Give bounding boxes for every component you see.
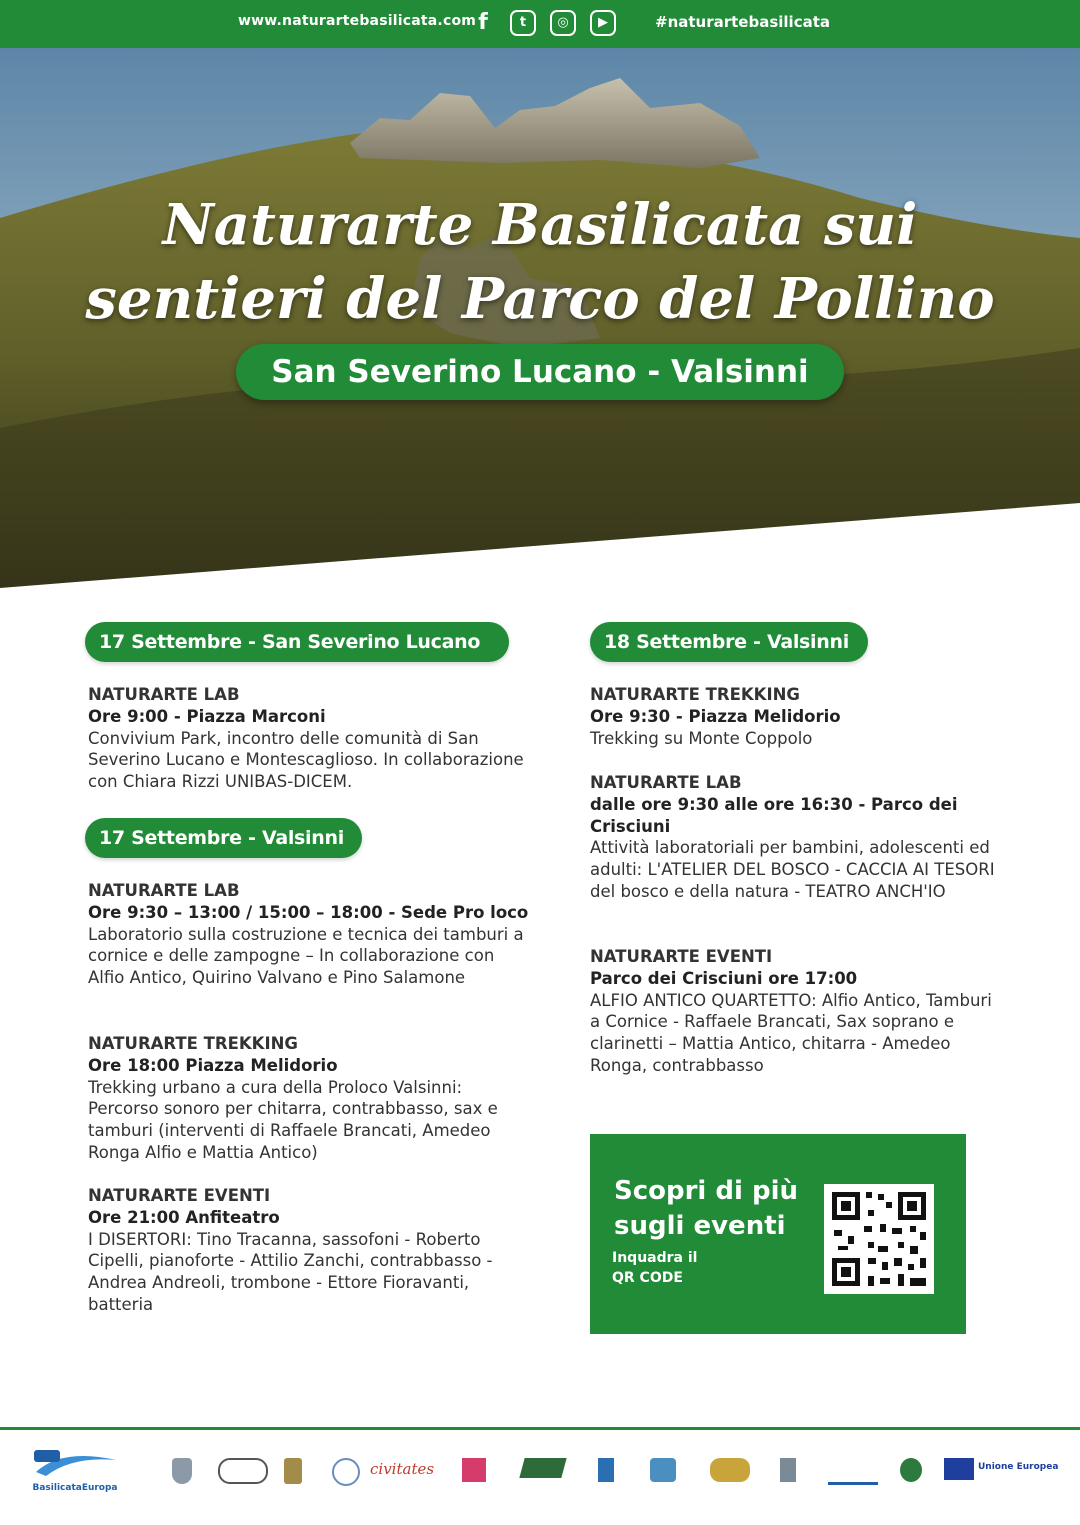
eu-flag-icon (944, 1458, 974, 1480)
day-header-17-san-severino: 17 Settembre - San Severino Lucano (85, 622, 509, 662)
event-description: I DISERTORI: Tino Tracanna, sassofoni - Roberto Cipelli, pianoforte - Attilio Zanchi, contrabbasso - Andrea Andreoli, trombone - Ettore Fioravanti, batteria (88, 1229, 493, 1314)
event-category: NATURARTE EVENTI (590, 947, 773, 966)
qr-code-panel (590, 1134, 966, 1334)
crest-icon (284, 1458, 302, 1484)
event-title: Naturarte Basilicata sui sentieri del Parco del Pollino (85, 192, 995, 332)
partner-logos (0, 1440, 1080, 1510)
qr-title: Scopri di più sugli eventi (614, 1176, 799, 1241)
civitates-logo: civitates (370, 1460, 435, 1478)
event-category: NATURARTE TREKKING (88, 1034, 298, 1053)
route-badge: San Severino Lucano - Valsinni (236, 344, 844, 400)
event-block (88, 684, 533, 793)
hashtag: #naturartebasilicata (655, 13, 830, 31)
event-description: Trekking su Monte Coppolo (590, 728, 813, 748)
pink-logo-icon (462, 1458, 486, 1482)
municipality-crest-icon (172, 1458, 192, 1484)
event-description: ALFIO ANTICO QUARTETTO: Alfio Antico, Tamburi a Cornice - Raffaele Brancati, Sax soprano e clarinetti – Mattia Antico, chitarra - Amedeo Ronga, contrabbasso (590, 990, 992, 1075)
partner-logo-icon (710, 1458, 750, 1482)
hero-banner (0, 48, 1080, 588)
youtube-icon[interactable]: ▶ (590, 10, 616, 36)
footer-divider (0, 1427, 1080, 1430)
event-time-place: Ore 9:30 – 13:00 / 15:00 – 18:00 - Sede Pro loco (88, 902, 529, 922)
event-category: NATURARTE TREKKING (590, 685, 800, 704)
qr-subtitle: Inquadra il QR CODE (612, 1250, 698, 1286)
region-logo-icon (828, 1458, 878, 1485)
event-time-place: Ore 9:00 - Piazza Marconi (88, 706, 326, 726)
circular-logo-icon (332, 1458, 360, 1486)
instagram-icon[interactable]: ◎ (550, 10, 576, 36)
eu-label: Unione Europea (978, 1462, 1059, 1472)
basilicata-europa-label: BasilicataEuropa (32, 1483, 118, 1493)
partner-logo-icon (598, 1458, 614, 1482)
partner-logo-icon (650, 1458, 676, 1482)
event-category: NATURARTE EVENTI (88, 1186, 271, 1205)
qr-code-icon[interactable] (824, 1184, 934, 1294)
event-category: NATURARTE LAB (88, 881, 240, 900)
event-description: Attività laboratoriali per bambini, adolescenti ed adulti: L'ATELIER DEL BOSCO - CACCIA AI TESORI del bosco e della natura - TEATRO ANCH'IO (590, 838, 995, 901)
event-block (590, 946, 1005, 1077)
partner-logo-icon (218, 1458, 268, 1484)
event-time-place: Ore 21:00 Anfiteatro (88, 1207, 280, 1227)
basilicata-europa-logo (30, 1446, 120, 1493)
event-category: NATURARTE LAB (88, 685, 240, 704)
top-bar (0, 0, 1080, 48)
facebook-icon[interactable]: f (478, 10, 488, 35)
day-header-17-valsinni: 17 Settembre - Valsinni (85, 818, 362, 858)
event-description: Trekking urbano a cura della Proloco Valsinni: Percorso sonoro per chitarra, contrabbasso, sax e tamburi (interventi di Raffaele Brancati, Amedeo Ronga Alfio e Mattia Antico) (88, 1077, 498, 1162)
italian-republic-emblem-icon (900, 1458, 922, 1482)
event-block (88, 1185, 533, 1316)
event-category: NATURARTE LAB (590, 773, 742, 792)
event-block (88, 1033, 533, 1164)
event-time-place: Ore 9:30 - Piazza Melidorio (590, 706, 841, 726)
website-url[interactable]: www.naturartebasilicata.com (238, 13, 477, 29)
day-header-18-valsinni: 18 Settembre - Valsinni (590, 622, 868, 662)
event-block (590, 772, 1005, 903)
event-block (590, 684, 1005, 749)
social-links (470, 10, 616, 36)
partner-logo-icon (780, 1458, 796, 1482)
event-block (88, 880, 533, 989)
park-logo-icon (519, 1458, 566, 1478)
event-description: Laboratorio sulla costruzione e tecnica dei tamburi a cornice e delle zampogne – In collaborazione con Alfio Antico, Quirino Valvano e Pino Salamone (88, 924, 524, 988)
event-description: Convivium Park, incontro delle comunità di San Severino Lucano e Montescaglioso. In collaborazione con Chiara Rizzi UNIBAS-DICEM. (88, 728, 524, 792)
twitter-icon[interactable]: t (510, 10, 536, 36)
event-time-place: dalle ore 9:30 alle ore 16:30 - Parco dei Crisciuni (590, 794, 958, 836)
event-time-place: Parco dei Crisciuni ore 17:00 (590, 968, 858, 988)
event-time-place: Ore 18:00 Piazza Melidorio (88, 1055, 338, 1075)
